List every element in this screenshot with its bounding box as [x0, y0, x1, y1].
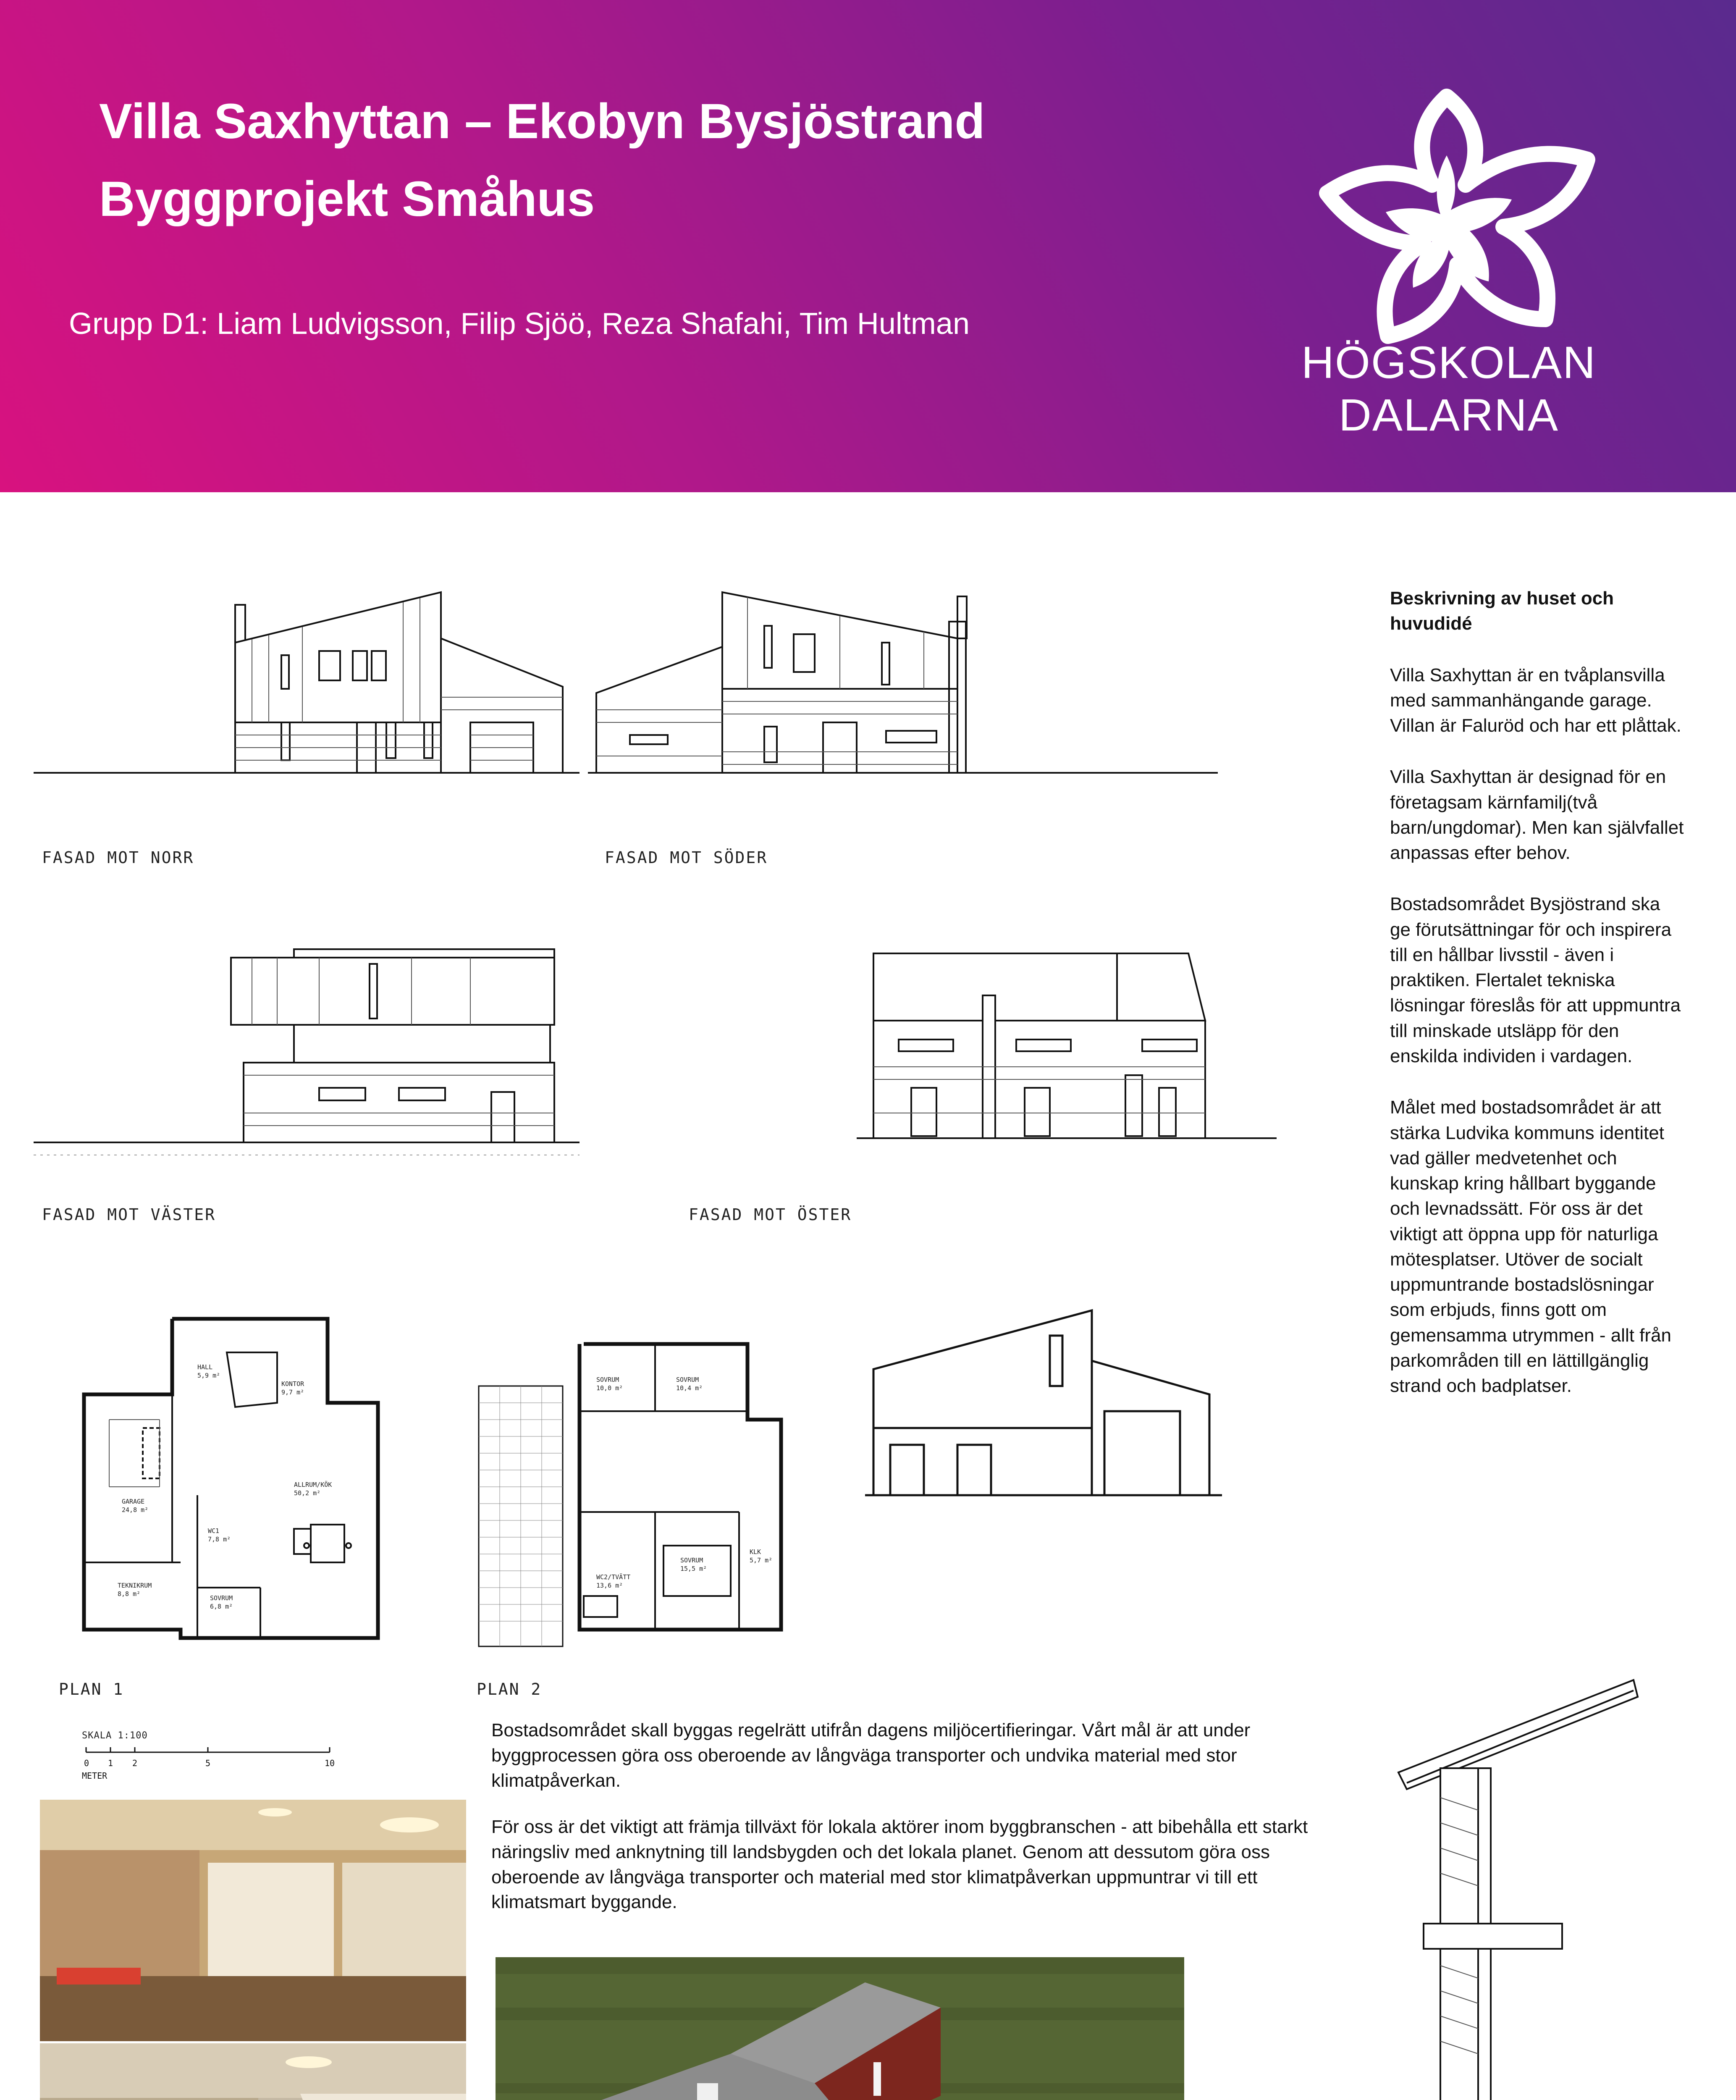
scale-ruler: [82, 1744, 342, 1761]
description-paragraph: Villa Saxhyttan är en tvåplansvilla med sammanhängande garage. Villan är Faluröd och har ett plåttak.: [1390, 664, 1681, 736]
facade-west-drawing: [34, 941, 580, 1159]
logo-text-dalarna: DALARNA: [1338, 389, 1559, 440]
group-members: Grupp D1: Liam Ludvigsson, Filip Sjöö, Reza Shafahi, Tim Hultman: [69, 307, 970, 341]
description-sidebar: [1390, 586, 1684, 1425]
facade-south-caption: FASAD MOT SÖDER: [605, 848, 768, 867]
svg-text:13,6 m²: 13,6 m²: [596, 1582, 623, 1589]
description-heading: Beskrivning av huset och huvudidé: [1390, 588, 1614, 634]
room-sovrum-1: SOVRUM: [596, 1376, 619, 1383]
svg-text:9,7 m²: 9,7 m²: [281, 1389, 304, 1396]
logo-text-hogskolan: HÖGSKOLAN: [1301, 337, 1597, 388]
svg-text:8,8 m²: 8,8 m²: [118, 1590, 141, 1598]
svg-text:15,5 m²: 15,5 m²: [680, 1565, 707, 1572]
svg-text:5,9 m²: 5,9 m²: [197, 1372, 220, 1379]
svg-text:24,8 m²: 24,8 m²: [122, 1506, 149, 1514]
scale-tick: 10: [325, 1758, 335, 1768]
section-drawing: [865, 1302, 1222, 1504]
svg-text:10,0 m²: 10,0 m²: [596, 1384, 623, 1392]
room-klk: KLK: [750, 1548, 761, 1556]
facade-west-caption: FASAD MOT VÄSTER: [42, 1205, 216, 1224]
center-paragraph-1: Bostadsområdet skall byggas regelrätt utifrån dagens miljöcertifieringar. Vårt mål är att under byggprocessen göra oss oberoende av långväga transporter och undvika material med stor klimatpåverkan.: [491, 1720, 1251, 1791]
svg-text:7,8 m²: 7,8 m²: [208, 1536, 231, 1543]
room-allrum-kok: ALLRUM/KÖK: [294, 1481, 332, 1488]
floor-plan-1: [59, 1310, 395, 1655]
interior-render-kitchen: [40, 1800, 466, 2041]
page-subtitle: Byggprojekt Småhus: [99, 171, 595, 227]
facade-south-drawing: [588, 580, 1218, 790]
room-sovrum-3: SOVRUM: [680, 1557, 703, 1564]
room-garage: GARAGE: [122, 1498, 145, 1505]
room-sovrum-2: SOVRUM: [676, 1376, 699, 1383]
svg-text:6,8 m²: 6,8 m²: [210, 1603, 233, 1610]
scale-tick: 5: [205, 1758, 211, 1768]
floor-plan-2: [470, 1336, 815, 1655]
svg-text:5,7 m²: 5,7 m²: [750, 1557, 773, 1564]
description-paragraph: Villa Saxhyttan är designad för en företagsam kärnfamilj(två barn/ungdomar). Men kan självfallet anpassas efter behov.: [1390, 766, 1684, 864]
page-title: Villa Saxhyttan – Ekobyn Bysjöstrand: [99, 94, 985, 149]
interior-render-living: [40, 2043, 466, 2100]
scale-tick: 0: [84, 1758, 89, 1768]
exterior-3d-render: [496, 1957, 1184, 2100]
scale-bar: [82, 1730, 342, 1789]
facade-north-caption: FASAD MOT NORR: [42, 848, 194, 867]
room-sovrum: SOVRUM: [210, 1594, 233, 1602]
room-wc2-tvatt: WC2/TVÄTT: [596, 1573, 631, 1581]
facade-east-drawing: [857, 937, 1277, 1163]
svg-text:10,4 m²: 10,4 m²: [676, 1384, 703, 1392]
room-wc1: WC1: [208, 1527, 220, 1535]
center-paragraph-2: För oss är det viktigt att främja tillväxt för lokala aktörer inom byggbranschen - att bibehålla ett starkt näringsliv med anknytning till landsbygden och det lokala planet. Genom att dessutom göra oss oberoende av långväga transporter och material med stor klimatpåverkan uppmuntrar vi till ett klimatsmart byggande.: [491, 1816, 1308, 1913]
plan1-caption: PLAN 1: [59, 1680, 124, 1698]
plan2-caption: PLAN 2: [477, 1680, 542, 1698]
facade-east-caption: FASAD MOT ÖSTER: [689, 1205, 852, 1224]
svg-text:50,2 m²: 50,2 m²: [294, 1489, 321, 1497]
scale-unit: METER: [82, 1771, 108, 1781]
scale-tick: 1: [108, 1758, 113, 1768]
room-kontor: KONTOR: [281, 1380, 304, 1388]
scale-tick: 2: [132, 1758, 138, 1768]
room-hall: HALL: [197, 1363, 213, 1371]
room-teknikrum: TEKNIKRUM: [118, 1582, 152, 1589]
wall-detail-drawing: [1382, 1672, 1642, 2100]
facade-north-drawing: [34, 580, 580, 790]
scale-label: SKALA 1:100: [82, 1730, 148, 1741]
description-paragraph: Målet med bostadsområdet är att stärka Ludvika kommuns identitet vad gäller medvetenhet och kunskap kring hållbart byggande och levnadssätt. För oss är det viktigt att öppna upp för naturliga mötesplatser. Utöver de socialt uppmuntrande bostadslösningar som erbjuds, finns gott om gemensamma utrymmen - allt från parkområden till en lättillgänglig strand och badplatser.: [1390, 1097, 1671, 1396]
description-paragraph: Bostadsområdet Bysjöstrand ska ge förutsättningar för och inspirera till en hållbar livsstil - även i praktiken. Flertalet tekniska lösningar föreslås för att uppmuntra till minskade utsläpp för den enskilda individen i vardagen.: [1390, 894, 1681, 1066]
